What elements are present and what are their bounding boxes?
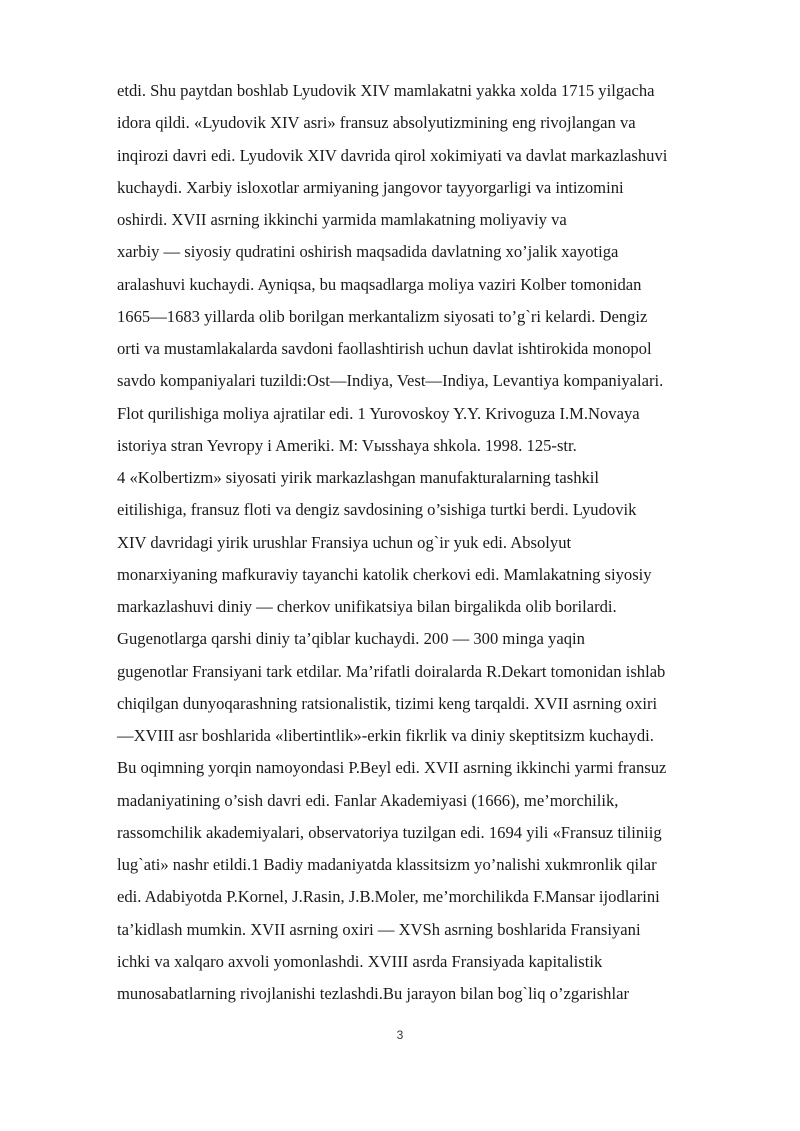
text-line: oshirdi. XVII asrning ikkinchi yarmida mamlakatning moliyaviy va: [117, 210, 567, 229]
text-line: kuchaydi. Xarbiy isloxotlar armiyaning jangovor tayyorgarligi va intizomini: [117, 177, 624, 197]
text-line: chiqilgan dunyoqarashning ratsionalistik, tizimi keng tarqaldi. XVII asrning oxiri: [117, 693, 658, 713]
text-line: aralashuvi kuchaydi. Ayniqsa, bu maqsadlarga moliya vaziri Kolber tomonidan: [117, 274, 642, 294]
text-line: savdo kompaniyalari tuzildi:Ost—Indiya, Vest—Indiya, Levantiya kompaniyalari.: [117, 371, 664, 391]
text-line: edi. Adabiyotda P.Kornel, J.Rasin, J.B.Moler, me’morchilikda F.Mansar ijodlarini: [117, 887, 660, 907]
text-line: monarxiyaning mafkuraviy tayanchi katolik cherkovi edi. Mamlakatning siyosiy: [117, 564, 652, 584]
text-line: —XVIII asr boshlarida «libertintlik»-erkin fikrlik va diniy skeptitsizm kuchaydi.: [117, 726, 654, 745]
body-text: [117, 75, 757, 1010]
text-line: madaniyatining o’sish davri edi. Fanlar Akademiyasi (1666), me’morchilik,: [117, 790, 619, 810]
text-line: etdi. Shu paytdan boshlab Lyudovik XIV mamlakatni yakka xolda 1715 yilgacha: [117, 81, 655, 100]
text-line: Gugenotlarga qarshi diniy ta’qiblar kuchaydi. 200 — 300 minga yaqin: [117, 629, 585, 649]
page-number: 3: [396, 1028, 404, 1042]
text-line: 1665—1683 yillarda olib borilgan merkantalizm siyosati to’g`ri kelardi. Dengiz: [117, 306, 648, 326]
text-line: gugenotlar Fransiyani tark etdilar. Ma’rifatli doiralarda R.Dekart tomonidan ishlab: [117, 661, 666, 681]
text-line: Flot qurilishiga moliya ajratilar edi. 1 Yurovoskoy Y.Y. Krivoguza I.M.Novaya: [117, 403, 640, 423]
text-line: inqirozi davri edi. Lyudovik XIV davrida qirol xokimiyati va davlat markazlashuvi: [117, 145, 668, 165]
text-line: 4 «Kolbertizm» siyosati yirik markazlashgan manufakturalarning tashkil: [117, 468, 600, 487]
text-line: XIV davridagi yirik urushlar Fransiya uchun og`ir yuk edi. Absolyut: [117, 532, 572, 552]
text-line: lug`ati» nashr etildi.1 Badiy madaniyatda klassitsizm yo’nalishi xukmronlik qilar: [117, 855, 657, 874]
text-line: ta’kidlash mumkin. XVII asrning oxiri — XVSh asrning boshlarida Fransiyani: [117, 919, 641, 939]
text-line: rassomchilik akademiyalari, observatoriya tuzilgan edi. 1694 yili «Fransuz tiliniig: [117, 822, 662, 842]
text-line: Bu oqimning yorqin namoyondasi P.Beyl edi. XVII asrning ikkinchi yarmi fransuz: [117, 758, 667, 778]
text-line: istoriya stran Yevroрy i Ameriki. M: Vыsshaya shkola. 1998. 125-str.: [117, 435, 577, 455]
text-line: orti va mustamlakalarda savdoni faollashtirish uchun davlat ishtirokida monopol: [117, 339, 652, 358]
text-line: munosabatlarning rivojlanishi tezlashdi.Bu jarayon bilan bog`liq o’zgarishlar: [117, 984, 629, 1003]
text-line: eitilishiga, fransuz floti va dengiz savdosining o’sishiga turtki berdi. Lyudovik: [117, 500, 637, 520]
text-line: ichki va xalqaro axvoli yomonlashdi. XVIII asrda Fransiyada kapitalistik: [117, 951, 603, 971]
text-line: markazlashuvi diniy — cherkov unifikatsiya bilan birgalikda olib borilardi.: [117, 597, 617, 616]
text-line: idora qildi. «Lyudovik XIV asri» fransuz absolyutizmining eng rivojlangan va: [117, 113, 636, 133]
text-line: xarbiy — siyosiy qudratini oshirish maqsadida davlatning xo’jalik xayotiga: [117, 242, 619, 262]
